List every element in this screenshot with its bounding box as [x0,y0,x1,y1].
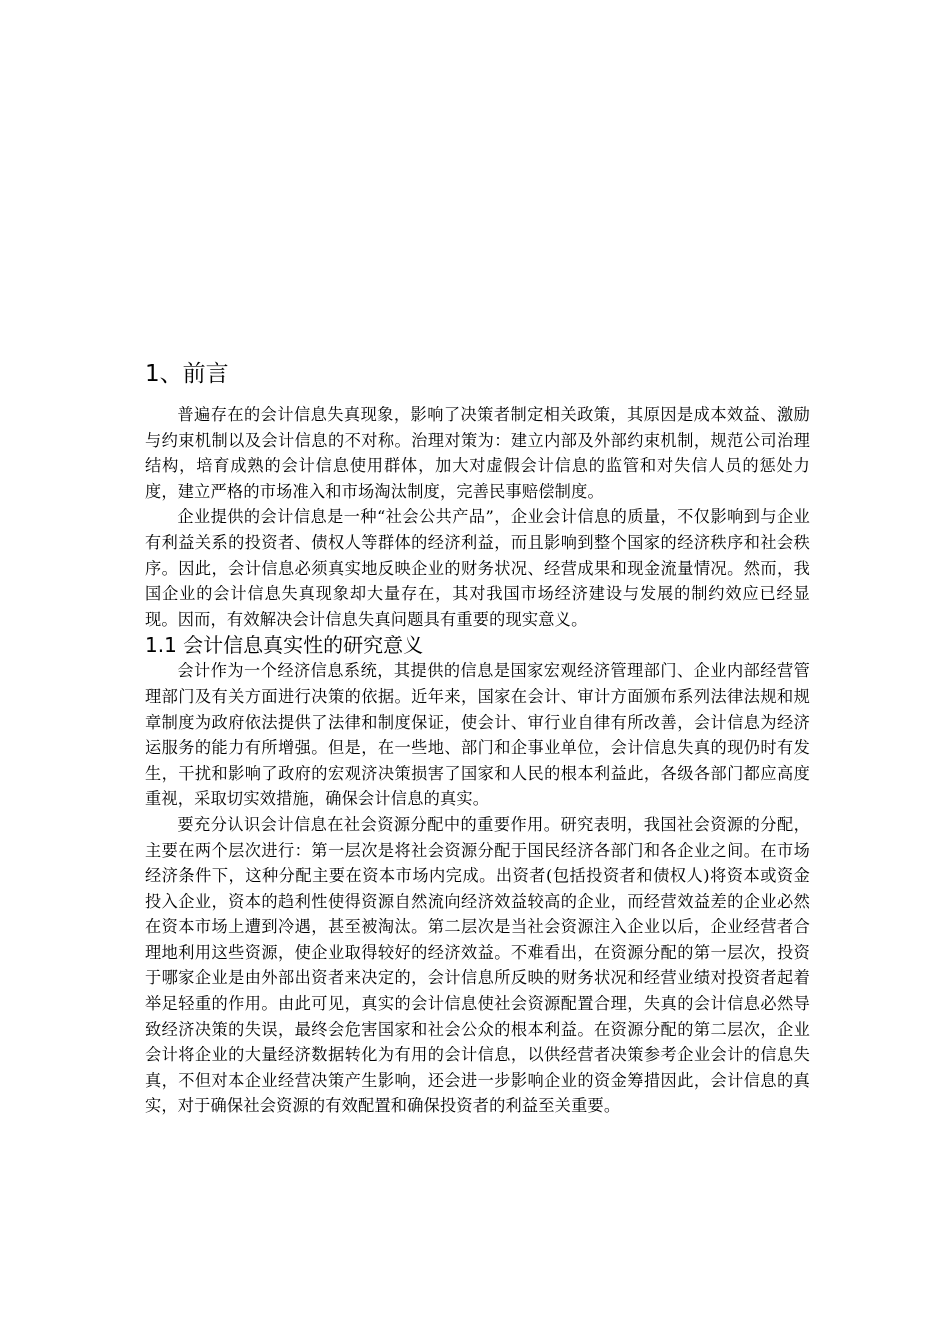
paragraph-significance-1: 会计作为一个经济信息系统，其提供的信息是国家宏观经济管理部门、企业内部经营管理部门及有关方面进行决策的依据。近年来，国家在会计、审计方面颁布系列法律法规和规章制度为政府依法提供了法律和制度保证，使会计、审行业自律有所改善，会计信息为经济运服务的能力有所增强。但是，在一些地、部门和企事业单位，会计信息失真的现仍时有发生，干扰和影响了政府的宏观济决策损害了国家和人民的根本利益此，各级各部门都应高度重视，采取切实效措施，确保会计信息的真实。 [145,661,810,809]
paragraph-significance-2: 要充分认识会计信息在社会资源分配中的重要作用。研究表明，我国社会资源的分配，主要在两个层次进行：第一层次是将社会资源分配于国民经济各部门和各企业之间。在市场经济条件下，这种分配主要在资本市场内完成。出资者(包括投资者和债权人)将资本或资金投入企业，资本的趋利性使得资源自然流向经济效益较高的企业，而经营效益差的企业必然在资本市场上遭到冷遇，甚至被淘汰。第二层次是当社会资源注入企业以后，企业经营者合理地利用这些资源，使企业取得较好的经济效益。不难看出，在资源分配的第一层次，投资于哪家企业是由外部出资者来决定的，会计信息所反映的财务状况和经营业绩对投资者起着举足轻重的作用。由此可见，真实的会计信息使社会资源配置合理，失真的会计信息必然导致经济决策的失误，最终会危害国家和社会公众的根本利益。在资源分配的第二层次，企业会计将企业的大量经济数据转化为有用的会计信息，以供经营者决策参考企业会计的信息失真，不但对本企业经营决策产生影响，还会进一步影响企业的资金筹措因此，会计信息的真实，对于确保社会资源的有效配置和确保投资者的利益至关重要。 [145,814,810,1116]
paragraph-preface-1: 普遍存在的会计信息失真现象，影响了决策者制定相关政策，其原因是成本效益、激励与约束机制以及会计信息的不对称。治理对策为：建立内部及外部约束机制，规范公司治理结构，培育成熟的会计信息使用群体，加大对虚假会计信息的监管和对失信人员的惩处力度，建立严格的市场准入和市场淘汰制度，完善民事赔偿制度。 [145,405,810,501]
document-body [145,360,810,1119]
section-heading: 1、前言 [145,361,229,387]
subsection-heading: 1.1 会计信息真实性的研究意义 [145,633,424,658]
paragraph-preface-2: 企业提供的会计信息是一种“社会公共产品”，企业会计信息的质量，不仅影响到与企业有利益关系的投资者、债权人等群体的经济利益，而且影响到整个国家的经济秩序和社会秩序。因此，会计信息必须真实地反映企业的财务状况、经营成果和现金流量情况。然而，我国企业的会计信息失真现象却大量存在，其对我国市场经济建设与发展的制约效应已经显现。因而，有效解决会计信息失真问题具有重要的现实意义。 [145,507,810,629]
